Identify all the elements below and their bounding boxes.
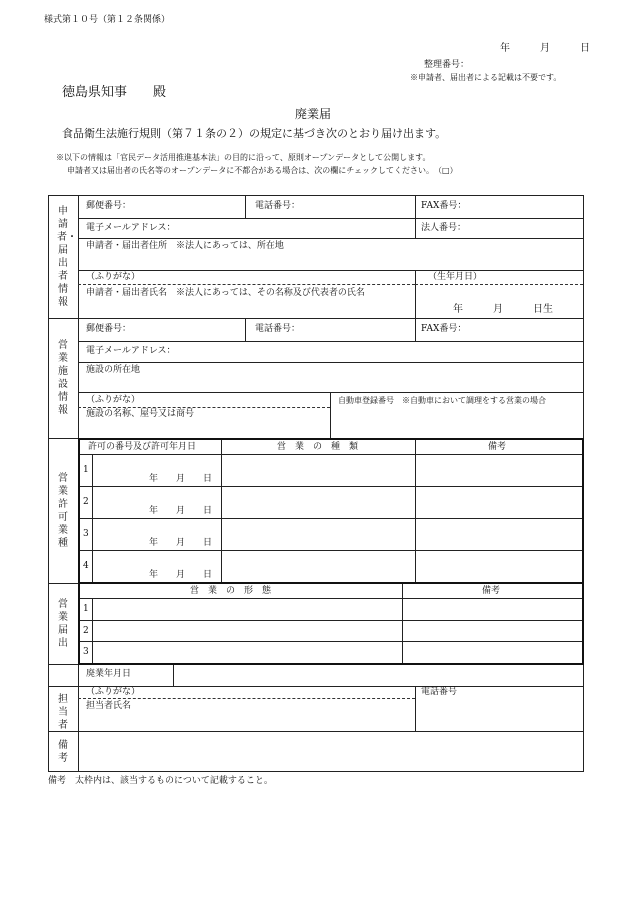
permit-row-date[interactable]: 年 月 日 [149,570,213,580]
applicant-birth-label: （生年月日） [428,272,483,282]
vehicle-registration-field[interactable]: 自動車登録番号 ※自動車において調理をする営業の場合 [338,396,546,405]
addressee: 徳島県知事 殿 [62,85,167,100]
permit-notes-col-header: 備考 [488,442,507,452]
applicant-furigana-field[interactable]: （ふりがな） [86,272,141,282]
permit-row-number: 3 [83,529,89,539]
applicant-birth-date-field[interactable]: 年 月 日生 [453,304,553,315]
applicant-name-field[interactable]: 申請者・届出者氏名 ※法人にあっては、その名称及び代表者の氏名 [86,288,365,298]
applicant-fax-field[interactable]: FAX番号： [421,201,467,211]
business-form-col-header: 営 業 の 形 態 [190,586,272,596]
facility-email-field[interactable]: 電子メールアドレス： [86,346,176,356]
closure-date-label: 廃業年月日 [86,669,132,679]
permit-row-number: 4 [83,561,89,571]
applicant-phone-field[interactable]: 電話番号： [255,201,301,211]
footer-note: 備考 太枠内は、該当するものについて記載すること。 [48,776,273,786]
notification-section-label: 営業届出 [58,599,68,649]
permit-row-date[interactable]: 年 月 日 [149,506,213,516]
facility-postal-field[interactable]: 郵便番号： [86,324,132,334]
facility-section-label: 営業施設情報 [58,340,68,416]
facility-fax-field[interactable]: FAX番号： [421,324,467,334]
business-type-col-header: 営 業 の 種 類 [277,442,359,452]
applicant-email-field[interactable]: 電子メールアドレス： [86,223,176,233]
applicant-address-field[interactable]: 申請者・届出者住所 ※法人にあっては、所在地 [86,241,284,251]
applicant-corp-number-field[interactable]: 法人番号： [421,223,467,233]
reference-note: ※申請者、届出者による記載は不要です。 [410,73,562,82]
permit-row-number: 1 [83,465,89,475]
permit-col-header: 許可の番号及び許可年月日 [88,442,197,452]
open-data-notice: ※以下の情報は「官民データ活用推進基本法」の目的に沿って、原則オープンデータとして公開します。 [56,153,431,162]
facility-name-field[interactable]: 施設の名称、屋号又は商号 [86,409,195,419]
applicant-postal-field[interactable]: 郵便番号： [86,201,132,211]
contact-section-label: 担当者 [58,694,68,731]
applicant-section-label: 申請者・届出者情報 [57,206,77,308]
contact-phone-field[interactable]: 電話番号 [421,687,458,697]
notification-row-number: 3 [83,647,89,657]
facility-furigana-field[interactable]: （ふりがな） [86,395,141,405]
date-line: 年 月 日 [500,43,590,54]
permit-row-date[interactable]: 年 月 日 [149,474,213,484]
remarks-section-label: 備考 [58,740,68,764]
open-data-optout-notice: 申請者又は届出者の氏名等のオープンデータに不都合がある場合は、次の欄にチェックしてください。 （□） [67,166,458,175]
notification-notes-col-header: 備考 [482,586,501,596]
notification-row-number: 2 [83,626,89,636]
contact-furigana-field[interactable]: （ふりがな） [86,687,141,697]
permit-row-date[interactable]: 年 月 日 [149,538,213,548]
reference-number-label: 整理番号： [424,60,470,70]
contact-name-field[interactable]: 担当者氏名 [86,701,132,711]
facility-location-field[interactable]: 施設の所在地 [86,365,141,375]
permit-row-number: 2 [83,497,89,507]
notification-row-number: 1 [83,604,89,614]
form-number: 様式第１０号（第１２条関係） [44,15,171,25]
intro-text: 食品衛生法施行規則（第７１条の２）の規定に基づき次のとおり届け出ます。 [62,127,447,140]
page-title: 廃業届 [295,107,332,121]
permit-section-label: 営業許可業種 [58,473,68,549]
facility-phone-field[interactable]: 電話番号： [255,324,301,334]
